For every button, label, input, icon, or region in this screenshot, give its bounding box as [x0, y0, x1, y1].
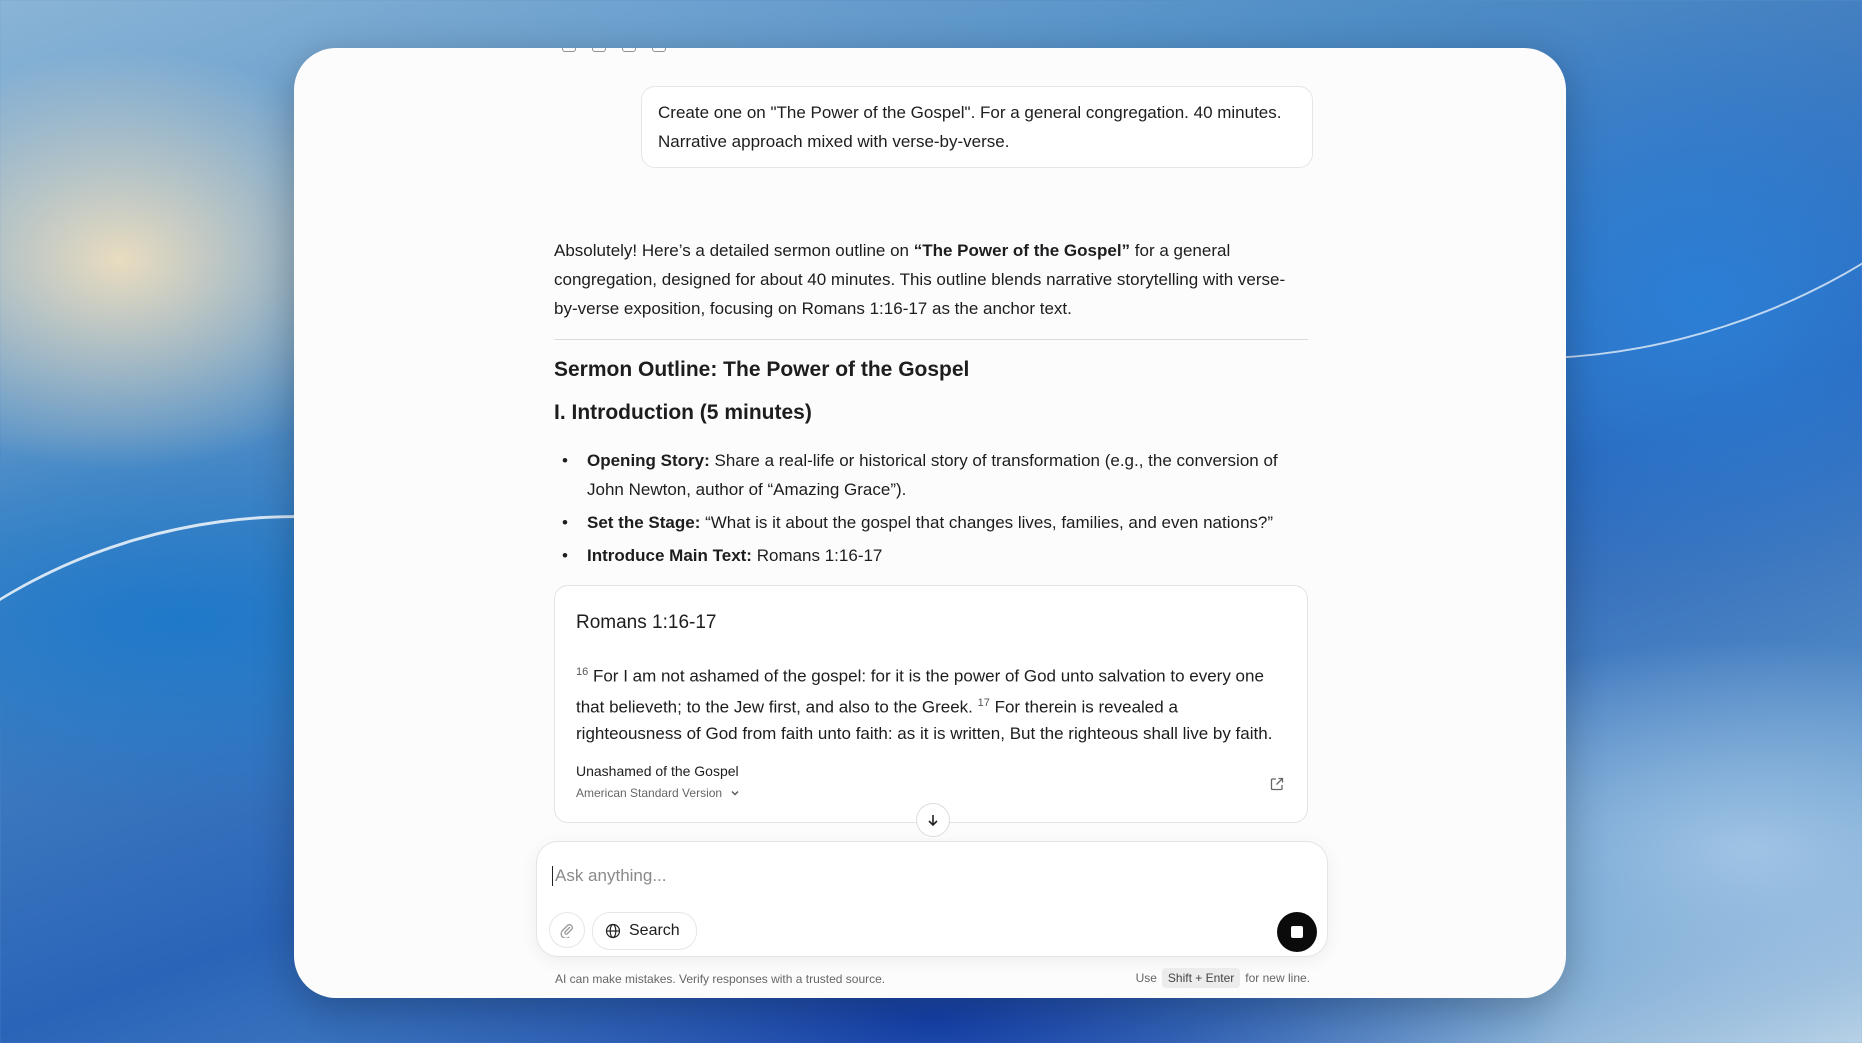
stop-icon	[1291, 926, 1303, 938]
composer	[536, 841, 1328, 957]
list-item: • Set the Stage: “What is it about the gospel that changes lives, families, and even nations?”	[554, 508, 1308, 537]
section-heading: I. Introduction (5 minutes)	[554, 401, 812, 424]
verse-source-title: Unashamed of the Gospel	[576, 763, 739, 779]
assistant-intro: Absolutely! Here’s a detailed sermon outline on “The Power of the Gospel” for a general congregation, designed for about 40 minutes. This outline blends narrative storytelling with verse-by-verse exposition, focusing on Romans 1:16-17 as the anchor text.	[554, 241, 1286, 318]
message-actions	[562, 48, 666, 52]
search-button[interactable]: Search	[592, 912, 697, 950]
keyboard-hint: Use Shift + Enter for new line.	[1136, 968, 1310, 988]
paperclip-icon	[559, 922, 575, 938]
thumbs-up-icon[interactable]	[592, 48, 606, 52]
copy-icon[interactable]	[562, 48, 576, 52]
user-message: Create one on "The Power of the Gospel". For a general congregation. 40 minutes. Narrative approach mixed with verse-by-verse.	[641, 86, 1313, 168]
bullet-list	[554, 446, 1308, 574]
shortcut-key: Shift + Enter	[1162, 968, 1240, 988]
divider	[554, 339, 1308, 340]
verse-card	[554, 585, 1308, 823]
list-item: • Opening Story: Share a real-life or historical story of transformation (e.g., the conversion of John Newton, author of “Amazing Grace”).	[554, 446, 1308, 504]
edit-icon[interactable]	[652, 48, 666, 52]
chat-window	[294, 48, 1566, 998]
chevron-down-icon	[730, 788, 740, 798]
disclaimer: AI can make mistakes. Verify responses with a trusted source.	[555, 972, 886, 986]
attach-button[interactable]	[549, 912, 585, 948]
version-selector[interactable]: American Standard Version	[576, 786, 740, 800]
verse-text: $^{16}$ For I am not ashamed of the gospel: for it is the power of God unto salvation to every one that believeth; to the Jew first, and also to the Greek. $^{17}$ For therein is revealed a righteousness of God from faith unto faith: as it is written, But the righteous shall live by faith.	[576, 666, 1273, 744]
stop-button[interactable]	[1277, 912, 1317, 952]
globe-icon	[605, 923, 621, 939]
arrow-down-icon	[926, 813, 940, 827]
scroll-to-bottom-button[interactable]	[916, 803, 950, 837]
outline-heading: Sermon Outline: The Power of the Gospel	[554, 358, 970, 381]
thumbs-down-icon[interactable]	[622, 48, 636, 52]
verse-reference: Romans 1:16-17	[576, 612, 717, 633]
list-item: • Introduce Main Text: Romans 1:16-17	[554, 541, 1308, 570]
message-input[interactable]	[553, 860, 1257, 892]
external-link-icon[interactable]	[1269, 776, 1285, 792]
